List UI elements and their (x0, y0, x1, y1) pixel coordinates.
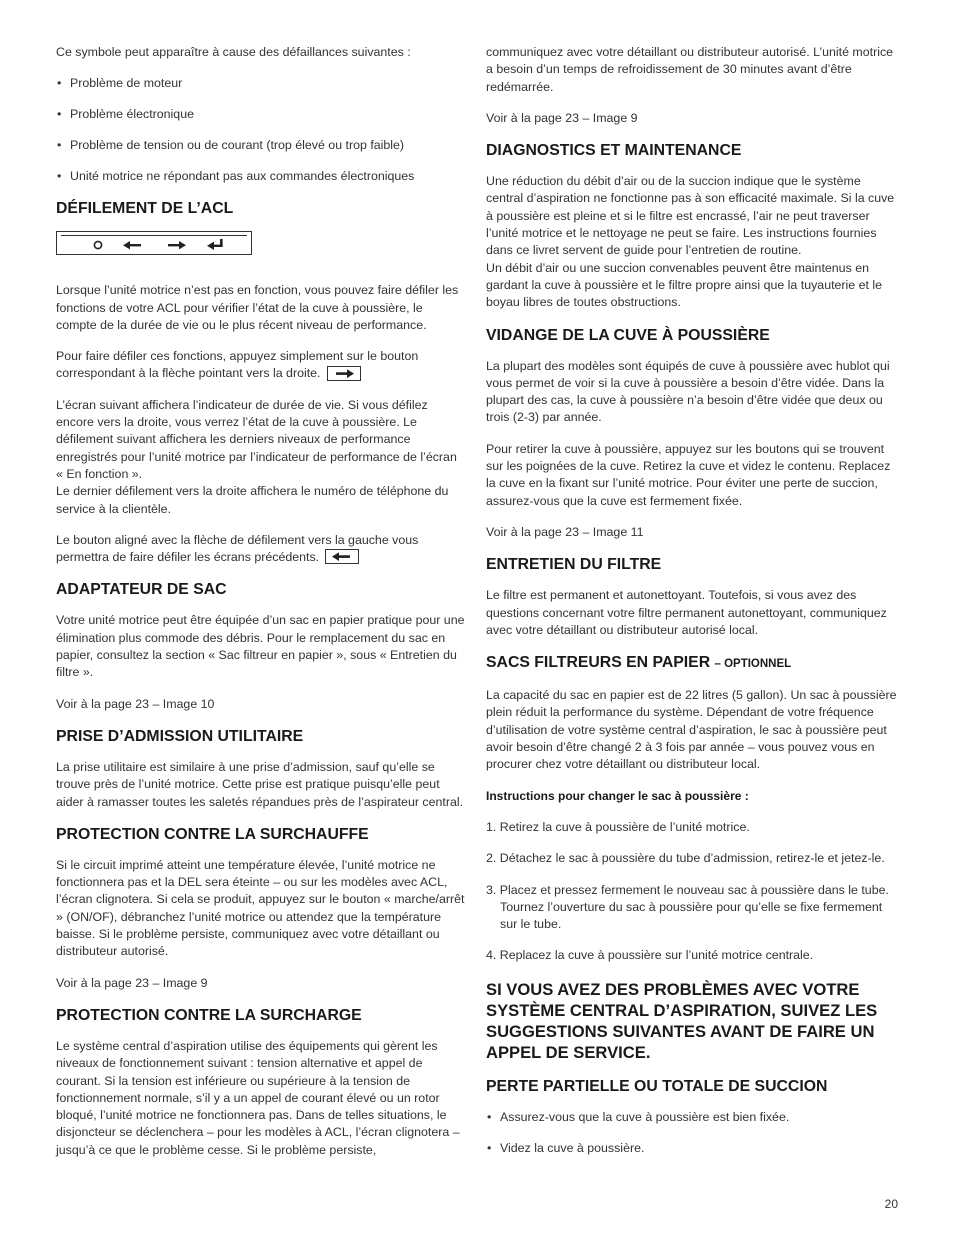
intro-text: Ce symbole peut apparaître à cause des défaillances suivantes : (56, 45, 411, 59)
right-arrow-button-icon (327, 366, 361, 381)
power-circle-icon (94, 242, 101, 249)
section-heading-surcharge: PROTECTION CONTRE LA SURCHARGE (56, 1006, 362, 1024)
section-heading-acl: DÉFILEMENT DE L’ACL (56, 200, 234, 218)
bullet-item: • Problème de tension ou de courant (trop élevé ou trop faible) (56, 137, 466, 154)
filtre-paragraph: Le filtre est permanent et autonettoyant. Toutefois, si vous avez des questions concernant votre filtre permanent autonettoyant, communiquez avec votre détaillant ou distributeur autorisé local. (486, 588, 887, 637)
section-heading-sacs (486, 653, 898, 674)
section-heading-prise: PRISE D’ADMISSION UTILITAIRE (56, 727, 304, 745)
section-heading-filtre: ENTRETIEN DU FILTRE (486, 556, 662, 574)
lcd-button-icons (57, 232, 253, 256)
vidange-paragraph-2: Pour retirer la cuve à poussière, appuyez sur les boutons qui se trouvent sur les poignées de la cuve. Retirez la cuve et videz le contenu. Replacez la cuve en la fixant sur l’unité motrice. Pour éviter une perte de succion, assurez-vous que la cuve est fermement fixée. (486, 441, 891, 508)
diagnostics-paragraph (486, 173, 898, 311)
step-item: 1. Retirez la cuve à poussière de l’unité motrice. (486, 819, 750, 834)
section-heading-vidange: VIDANGE DE LA CUVE À POUSSIÈRE (486, 326, 770, 344)
acl-paragraph-3 (56, 397, 466, 518)
right-column (486, 44, 898, 1171)
surcharge-paragraph: Le système central d’aspiration utilise des équipements qui gèrent les niveaux de fonctionnement suivant : tension alternative et appel de courant. Si la tension est inférieure ou supérieure à la tension de fonctionnement normale, s’il y a un appel de courant élevé ou un rotor bloqué, l’unité motrice ne fonctionnera pas. Dans de telles situations, le disjoncteur se déclenchera – pour les modèles à ACL, l’écran clignotera – jusqu’à ce que le problème cesse. Si le problème persiste, (56, 1038, 460, 1157)
bullet-item: • Problème électronique (56, 106, 466, 123)
adaptateur-paragraph: Votre unité motrice peut être équipée d’un sac en papier pratique pour une élimination plus commode des débris. Pour le remplacement du sac en papier, consultez la section « Sac filtreur en papier », sous « Entretien du filtre ». (56, 613, 465, 680)
acl-paragraph-1: Lorsque l’unité motrice n’est pas en fonction, vous pouvez faire défiler les fonctions de votre ACL pour vérifier l’état de la cuve à poussière, le compte de la durée de vie ou le plus récent niveau de performance. (56, 283, 459, 332)
section-heading-perte: PERTE PARTIELLE OU TOTALE DE SUCCION (486, 1077, 828, 1095)
diagnostics-paragraph-a: Une réduction du débit d’air ou de la succion indique que le système central d’aspiration ne fonctionne pas à son efficacité maximale. Si la cuve à poussière est pleine et si le filtre est encrassé, l’air ne peut traverser l’unité motrice et le nettoyage ne peut se faire. Les instructions fournies dans ce livret servent de guide pour l’entretien de routine. (486, 174, 895, 258)
step-item: 4. Replacez la cuve à poussière sur l’unité motrice centrale. (486, 948, 814, 963)
bullet-item: • Problème de moteur (56, 75, 466, 92)
sacs-instructions-title: Instructions pour changer le sac à poussière : (486, 788, 749, 803)
sacs-paragraph: La capacité du sac en papier est de 22 litres (5 gallon). Un sac à poussière plein réduit la performance du système. Dépendant de votre fréquence d’utilisation de votre système central d’aspiration, le sac à poussière peut avoir besoin d’être changé 2 à 3 fois par année – vous pouvez vous en procurer chez votre détaillant ou distributeur local. (486, 688, 897, 772)
acl-paragraph-2-text: Pour faire défiler ces fonctions, appuyez simplement sur le bouton correspondant à la flèche pointant vers la droite. (56, 349, 419, 381)
surchauffe-paragraph: Si le circuit imprimé atteint une température élevée, l’unité motrice ne fonctionnera pas et la DEL sera éteinte – ou sur les modèles avec ACL, l’écran clignotera. Si cela se produit, appuyez sur le bouton « marche/arrêt » (ON/OF), débranchez l’unité motrice ou attendez que la température baisse. Si le problème persiste, communiquez avec votre détaillant ou distributeur autorisé. (56, 857, 465, 959)
bullet-item: • Unité motrice ne répondant pas aux commandes électroniques (56, 168, 466, 185)
bullet-item: • Assurez-vous que la cuve à poussière est bien fixée. (486, 1109, 898, 1126)
adaptateur-reference: Voir à la page 23 – Image 10 (56, 696, 215, 711)
acl-paragraph-3a: L’écran suivant affichera l’indicateur de durée de vie. Si vous défilez encore vers la droite, vous verrez l’état de la cuve à poussière. Le défilement suivant affichera les derniers niveaux de performance enregistrés pour l’unité motrice par l’indicateur de performance de l’écran « En fonction ». (56, 397, 457, 481)
diagnostics-paragraph-b: Un débit d’air ou une succion convenables peuvent être maintenus en gardant la cuve à poussière et le filtre propre ainsi que la tuyauterie et le boyau libres de toutes obstructions. (486, 260, 883, 310)
troubleshooting-heading: SI VOUS AVEZ DES PROBLÈMES AVEC VOTRE SYSTÈME CENTRAL D’ASPIRATION, SUIVEZ LES SUGGESTIONS SUIVANTES AVANT DE FAIRE UN APPEL DE SERVICE. (486, 979, 878, 1062)
left-arrow-button-icon (325, 549, 359, 564)
step-item: 3. Placez et pressez fermement le nouveau sac à poussière dans le tube. Tournez l’ouverture du sac à poussière pour qu’elle se fixe fermement sur le tube. (486, 882, 889, 932)
enter-arrow-icon (207, 239, 223, 250)
vidange-reference: Voir à la page 23 – Image 11 (486, 524, 644, 539)
acl-paragraph-2 (56, 348, 466, 383)
surchauffe-reference: Voir à la page 23 – Image 9 (56, 975, 208, 990)
acl-paragraph-4-text: Le bouton aligné avec la flèche de défilement vers la gauche vous permettra de faire défiler les écrans précédents. (56, 532, 419, 565)
section-heading-diagnostics: DIAGNOSTICS ET MAINTENANCE (486, 142, 742, 160)
page-number: 20 (884, 1197, 898, 1211)
arrow-right-icon (168, 241, 186, 249)
continued-paragraph: communiquez avec votre détaillant ou distributeur autorisé. L’unité motrice a besoin d’un temps de refroidissement de 30 minutes avant d’être redémarrée. (486, 45, 894, 94)
bullet-item: • Videz la cuve à poussière. (486, 1140, 898, 1157)
section-heading-surchauffe: PROTECTION CONTRE LA SURCHAUFFE (56, 825, 369, 843)
left-column (56, 44, 466, 1173)
acl-paragraph-3b: Le dernier défilement vers la droite affichera le numéro de téléphone du service à la clientèle. (56, 484, 449, 516)
prise-paragraph: La prise utilitaire est similaire à une prise d’admission, sauf qu’elle se trouve près de l’unité motrice. Cette prise est pratique puisqu’elle peut aider à ramasser toutes les saletés répandues près de l’aspirateur central. (56, 759, 464, 809)
sacs-heading-text: SACS FILTREURS EN PAPIER (486, 654, 711, 672)
acl-paragraph-4 (56, 532, 466, 567)
sacs-heading-suffix: – OPTIONNEL (714, 658, 792, 671)
lcd-button-panel (56, 231, 252, 255)
continued-reference: Voir à la page 23 – Image 9 (486, 110, 638, 125)
arrow-left-icon (123, 241, 141, 249)
section-heading-adaptateur: ADAPTATEUR DE SAC (56, 581, 227, 599)
vidange-paragraph-1: La plupart des modèles sont équipés de cuve à poussière avec hublot qui vous permet de voir si la cuve à poussière a besoin d’être vidée. Dans la plupart des cas, la cuve à poussière n’a besoin d’être vidée que deux ou trois (2-3) par année. (486, 358, 890, 425)
step-item: 2. Détachez le sac à poussière du tube d’admission, retirez-le et jetez-le. (486, 851, 885, 866)
